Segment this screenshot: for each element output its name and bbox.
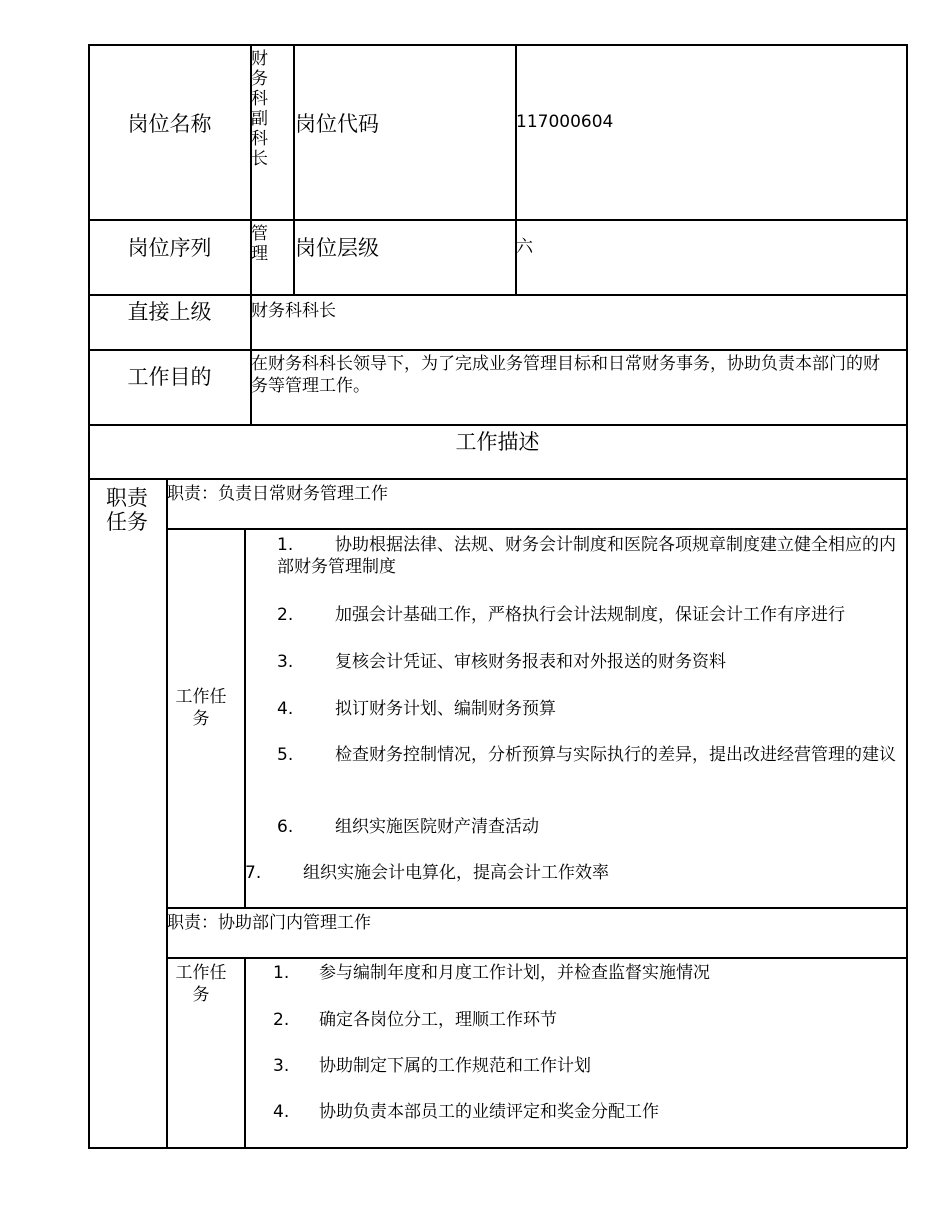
item-number: 3. xyxy=(277,652,294,672)
table-border xyxy=(244,528,246,908)
position-series-value: 管理 xyxy=(251,224,268,264)
list-item xyxy=(273,1009,898,1031)
list-item xyxy=(277,744,899,766)
item-text: 组织实施会计电算化，提高会计工作效率 xyxy=(303,863,609,883)
item-number: 2. xyxy=(273,1010,290,1030)
table-border xyxy=(88,478,907,480)
item-number: 2. xyxy=(277,605,294,625)
item-number: 1. xyxy=(277,535,294,555)
list-item xyxy=(245,862,895,884)
item-number: 4. xyxy=(273,1102,290,1122)
item-number: 6. xyxy=(277,817,294,837)
table-border xyxy=(88,219,907,221)
supervisor-label: 直接上级 xyxy=(127,300,212,324)
item-text: 复核会计凭证、审核财务报表和对外报送的财务资料 xyxy=(335,652,726,672)
list-item xyxy=(277,698,899,720)
list-item xyxy=(273,962,898,984)
item-text: 协助制定下属的工作规范和工作计划 xyxy=(319,1056,591,1076)
table-border xyxy=(88,424,907,426)
list-item xyxy=(277,604,899,626)
item-text: 加强会计基础工作，严格执行会计法规制度，保证会计工作有序进行 xyxy=(335,605,845,625)
item-text: 参与编制年度和月度工作计划，并检查监督实施情况 xyxy=(319,963,710,983)
item-text: 协助根据法律、法规、财务会计制度和医院各项规章制度建立健全相应的内部财务管理制度 xyxy=(277,535,896,577)
item-text: 拟订财务计划、编制财务预算 xyxy=(335,699,556,719)
table-border xyxy=(166,478,168,1148)
table-border xyxy=(166,957,907,959)
table-border xyxy=(88,294,907,296)
task-label: 工作任务 xyxy=(175,687,227,729)
list-item xyxy=(277,651,899,673)
position-name-value: 财务科副科长 xyxy=(251,49,268,169)
position-code-label: 岗位代码 xyxy=(295,112,379,136)
purpose-value: 在财务科科长领导下，为了完成业务管理目标和日常财务事务，协助负责本部门的财务等管理工作。 xyxy=(251,354,880,396)
duty-title: 职责：负责日常财务管理工作 xyxy=(167,484,388,504)
position-level-value: 六 xyxy=(516,237,533,257)
list-item xyxy=(277,816,899,838)
item-text: 协助负责本部员工的业绩评定和奖金分配工作 xyxy=(319,1102,659,1122)
list-item xyxy=(277,534,899,578)
item-number: 3. xyxy=(273,1056,290,1076)
item-text: 检查财务控制情况，分析预算与实际执行的差异，提出改进经营管理的建议 xyxy=(335,745,896,765)
table-border xyxy=(244,957,246,1148)
duty-label: 职责任务 xyxy=(106,486,148,534)
item-text: 确定各岗位分工，理顺工作环节 xyxy=(319,1010,557,1030)
position-series-label: 岗位序列 xyxy=(127,236,212,260)
item-number: 4. xyxy=(277,699,294,719)
position-name-label: 岗位名称 xyxy=(127,112,212,136)
item-text: 组织实施医院财产清查活动 xyxy=(335,817,539,837)
list-item xyxy=(273,1055,898,1077)
list-item xyxy=(273,1101,898,1123)
table-border xyxy=(88,349,907,351)
purpose-label: 工作目的 xyxy=(127,365,212,389)
position-level-label: 岗位层级 xyxy=(295,236,379,260)
item-number: 5. xyxy=(277,745,294,765)
table-border xyxy=(88,44,907,46)
table-border xyxy=(166,907,907,909)
table-border xyxy=(166,528,907,530)
item-number: 1. xyxy=(273,963,290,983)
item-number: 7. xyxy=(245,863,262,883)
task-label: 工作任务 xyxy=(175,963,227,1005)
table-border xyxy=(88,1147,907,1149)
supervisor-value: 财务科科长 xyxy=(251,301,336,321)
table-border xyxy=(88,44,90,1148)
duty-title: 职责：协助部门内管理工作 xyxy=(167,913,371,933)
section-title: 工作描述 xyxy=(455,430,540,454)
table-border xyxy=(906,44,908,1148)
position-code-value: 117000604 xyxy=(516,112,614,132)
